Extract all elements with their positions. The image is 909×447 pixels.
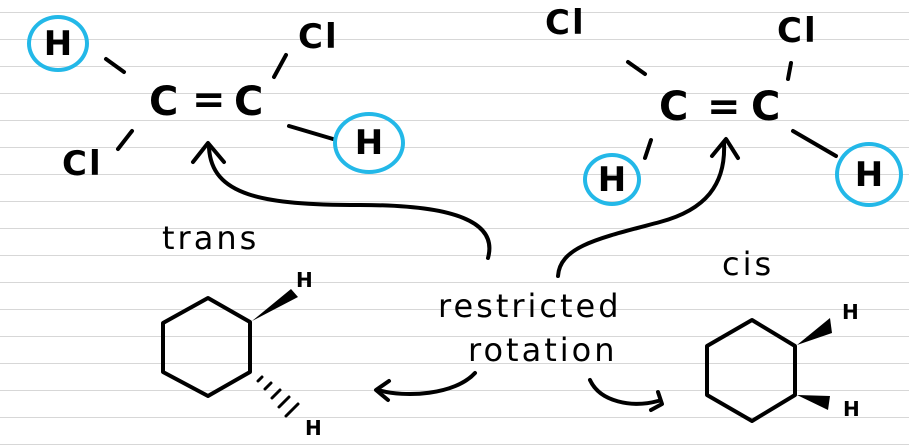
label-restricted: restricted bbox=[438, 287, 622, 325]
cyclohexane-cis bbox=[707, 320, 795, 421]
arrow-to-right-alkene bbox=[558, 143, 724, 276]
atom-c: C bbox=[149, 79, 181, 125]
wedge-bond-trans bbox=[252, 289, 298, 321]
atom-c: C bbox=[234, 79, 266, 125]
atom-cl: Cl bbox=[62, 144, 103, 184]
atom-h: H bbox=[842, 300, 859, 324]
double-bond: = bbox=[192, 77, 228, 123]
label-cis: cis bbox=[722, 245, 775, 283]
atom-h: H bbox=[43, 23, 73, 64]
bond-h-top-left bbox=[106, 59, 124, 72]
label-rotation: rotation bbox=[468, 331, 618, 369]
bond-h-right-left bbox=[289, 126, 333, 139]
wedge-bond-cis-top bbox=[797, 318, 832, 345]
atom-h: H bbox=[843, 397, 860, 421]
atom-h: H bbox=[354, 123, 384, 163]
label-trans: trans bbox=[162, 219, 260, 257]
bond-h-left-right bbox=[645, 140, 651, 158]
atom-c: C bbox=[659, 84, 691, 130]
atom-c: C bbox=[751, 84, 783, 130]
wedge-bond-cis-bottom bbox=[797, 395, 830, 410]
atom-cl: Cl bbox=[777, 11, 818, 51]
arrow-to-trans-ring bbox=[378, 373, 475, 394]
bond-cl-bottom-left bbox=[118, 131, 132, 149]
highlight-circle bbox=[835, 142, 903, 207]
hashed-bond-trans bbox=[258, 377, 298, 416]
atom-cl: Cl bbox=[298, 17, 339, 57]
bond-cl-left-right bbox=[628, 62, 645, 74]
bond-cl-top-left bbox=[274, 55, 286, 77]
bond-h-right-right bbox=[793, 131, 836, 156]
highlight-circle bbox=[27, 15, 89, 72]
atom-h: H bbox=[597, 159, 627, 200]
atom-h: H bbox=[296, 268, 313, 292]
atom-h: H bbox=[854, 154, 884, 195]
double-bond: = bbox=[707, 84, 743, 130]
cyclohexane-trans bbox=[163, 298, 250, 396]
highlight-circle bbox=[333, 112, 405, 174]
arrow-to-cis-ring bbox=[590, 380, 658, 404]
bond-cl-right-right bbox=[788, 63, 791, 79]
atom-cl: Cl bbox=[545, 3, 586, 43]
atom-h: H bbox=[305, 416, 322, 440]
highlight-circle bbox=[583, 153, 641, 206]
